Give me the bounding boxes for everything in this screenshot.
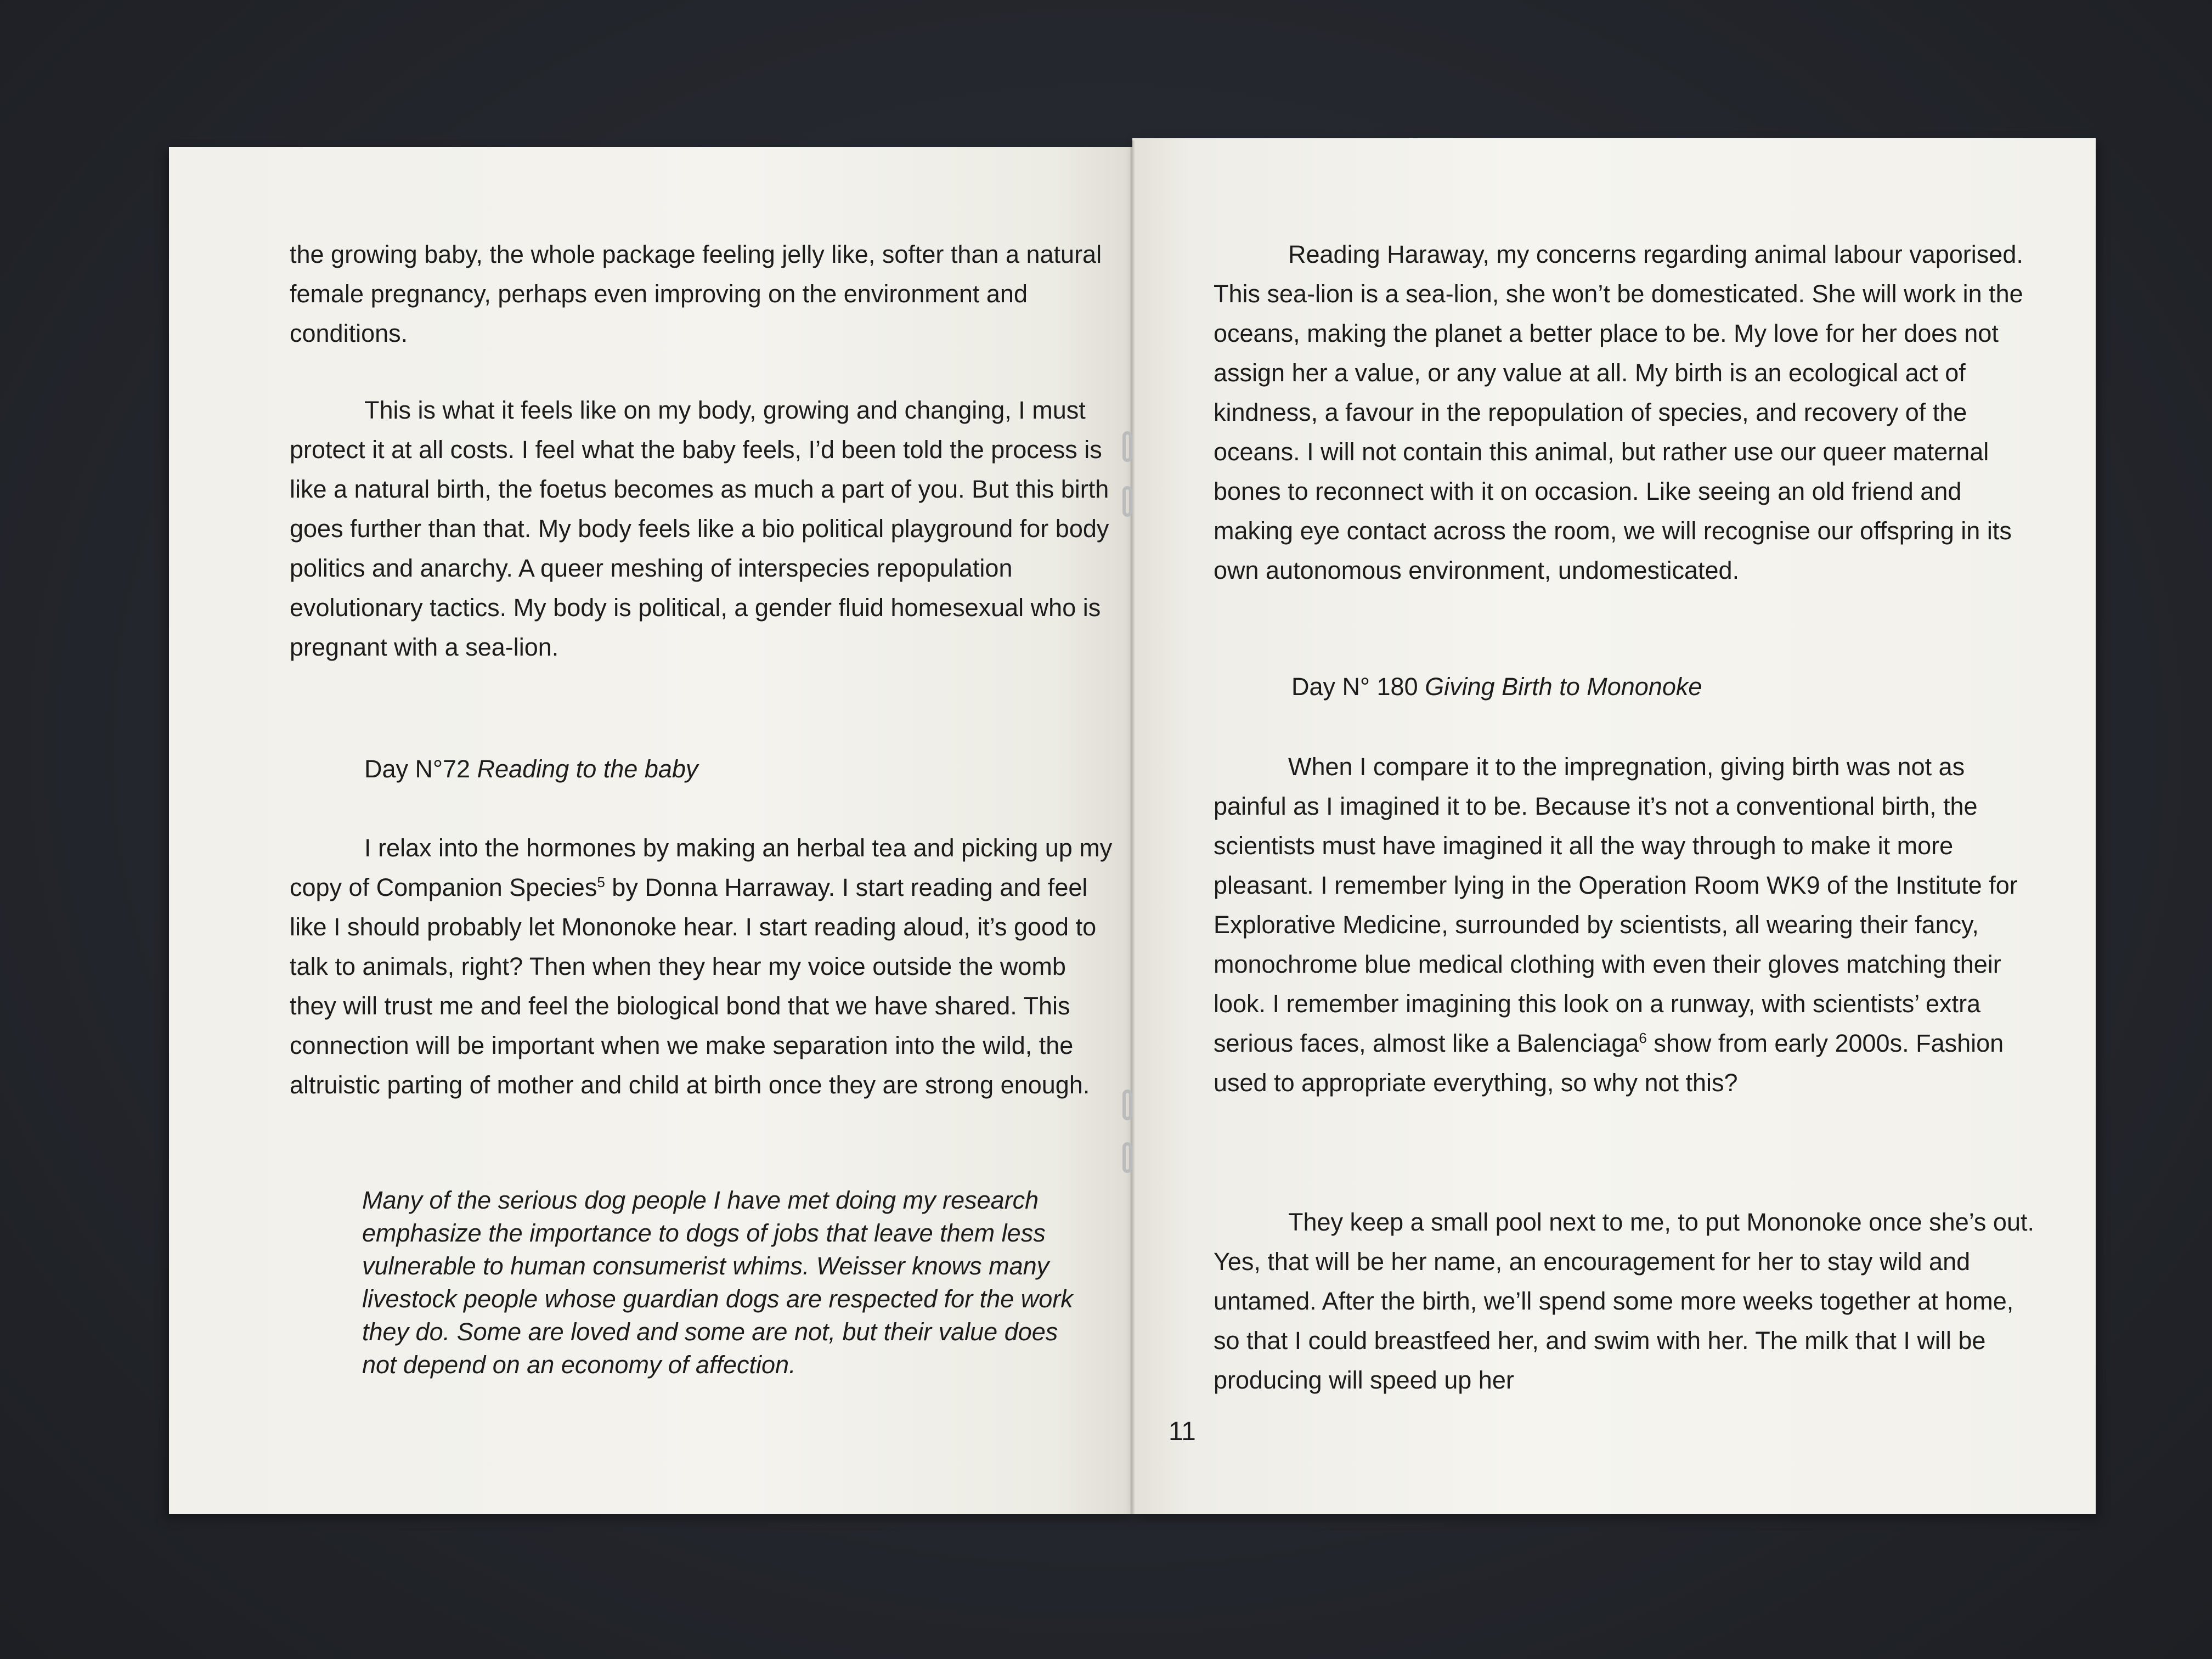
left-paragraph-3-end: by Donna Harraway. I start reading and feel like I should probably let Mononoke hear. I start reading aloud, it’s good to talk to animals, right? Then when they hear my voice outside the womb they will trust me and feel the biological bond that we have shared. This connection will be important when we make separation into the wild, the altruistic parting of mother and child at birth once they are strong enough. xyxy=(290,873,1097,1099)
left-heading-day: Day N°72 xyxy=(364,755,471,783)
right-paragraph-2 xyxy=(1214,747,2036,1103)
right-paragraph-2-start: When I compare it to the impregnation, giving birth was not as painful as I imagined it to be. Because it’s not a conventional birth, the scientists must have imagined it all the way through to make it more pleasant. I remember lying in the Operation Room WK9 of the Institute for Explorative Medicine, surrounded by scientists, all wearing their fancy, monochrome blue medical clothing with even their gloves matching their look. I remember imagining this look on a runway, with scientists’ extra serious faces, almost like a Balenciaga xyxy=(1214,753,2018,1057)
left-paragraph-3-start: I relax into the hormones by making an herbal tea and picking up my copy of Companion Species xyxy=(290,834,1113,901)
footnote-5: 5 xyxy=(597,874,605,890)
left-paragraph-3 xyxy=(290,828,1113,1105)
page-number: 11 xyxy=(1169,1417,1196,1446)
left-paragraph-2: This is what it feels like on my body, growing and changing, I must protect it at all costs. I feel what the baby feels, I’d been told the process is like a natural birth, the foetus becomes as much a part of you. But this birth goes further than that. My body feels like a bio political playground for body politics and anarchy. A queer meshing of interspecies repopulation evolutionary tactics. My body is political, a gender fluid homesexual who is pregnant with a sea-lion. xyxy=(290,396,1109,661)
staple-bottom-2 xyxy=(1122,1142,1132,1173)
right-heading-day: Day N° 180 xyxy=(1291,673,1418,701)
left-heading-title: Reading to the baby xyxy=(477,755,698,783)
left-paragraph-1: the growing baby, the whole package feeling jelly like, softer than a natural female pregnancy, perhaps even improving on the environment and conditions. xyxy=(290,240,1102,347)
right-heading-title: Giving Birth to Mononoke xyxy=(1425,673,1702,701)
right-page xyxy=(1132,138,2096,1514)
right-paragraph-3: They keep a small pool next to me, to put Mononoke once she’s out. Yes, that will be her name, an encouragement for her to stay wild and untamed. After the birth, we’ll spend some more weeks together at home, so that I could breastfeed her, and swim with her. The milk that I will be producing will speed up her xyxy=(1214,1208,2034,1394)
right-heading xyxy=(1291,667,1702,707)
staple-top-2 xyxy=(1122,486,1132,517)
right-paragraph-2-end: show from early 2000s. Fashion used to appropriate everything, so why not this? xyxy=(1214,1029,2004,1097)
right-paragraph-1: Reading Haraway, my concerns regarding animal labour vaporised. This sea-lion is a sea-lion, she won’t be domesticated. She will work in the oceans, making the planet a better place to be. My love for her does not assign her a value, or any value at all. My birth is an ecological act of kindness, a favour in the repopulation of species, and recovery of the oceans. I will not contain this animal, but rather use our queer maternal bones to reconnect with it on occasion. Like seeing an old friend and making eye contact across the room, we will recognise our offspring in its own autonomous environment, undomesticated. xyxy=(1214,240,2023,584)
left-heading xyxy=(364,749,698,789)
block-quote: Many of the serious dog people I have met doing my research emphasize the importance to dogs of jobs that leave them less vulnerable to human consumerist whims. Weisser knows many livestock people whose guardian dogs are respected for the work they do. Some are loved and some are not, but their value does not depend on an economy of affection. xyxy=(362,1186,1073,1379)
spine-fold xyxy=(1130,140,1135,1514)
footnote-6: 6 xyxy=(1639,1030,1647,1046)
staple-bottom xyxy=(1122,1090,1132,1120)
staple-top xyxy=(1122,431,1132,462)
left-page xyxy=(169,147,1132,1514)
